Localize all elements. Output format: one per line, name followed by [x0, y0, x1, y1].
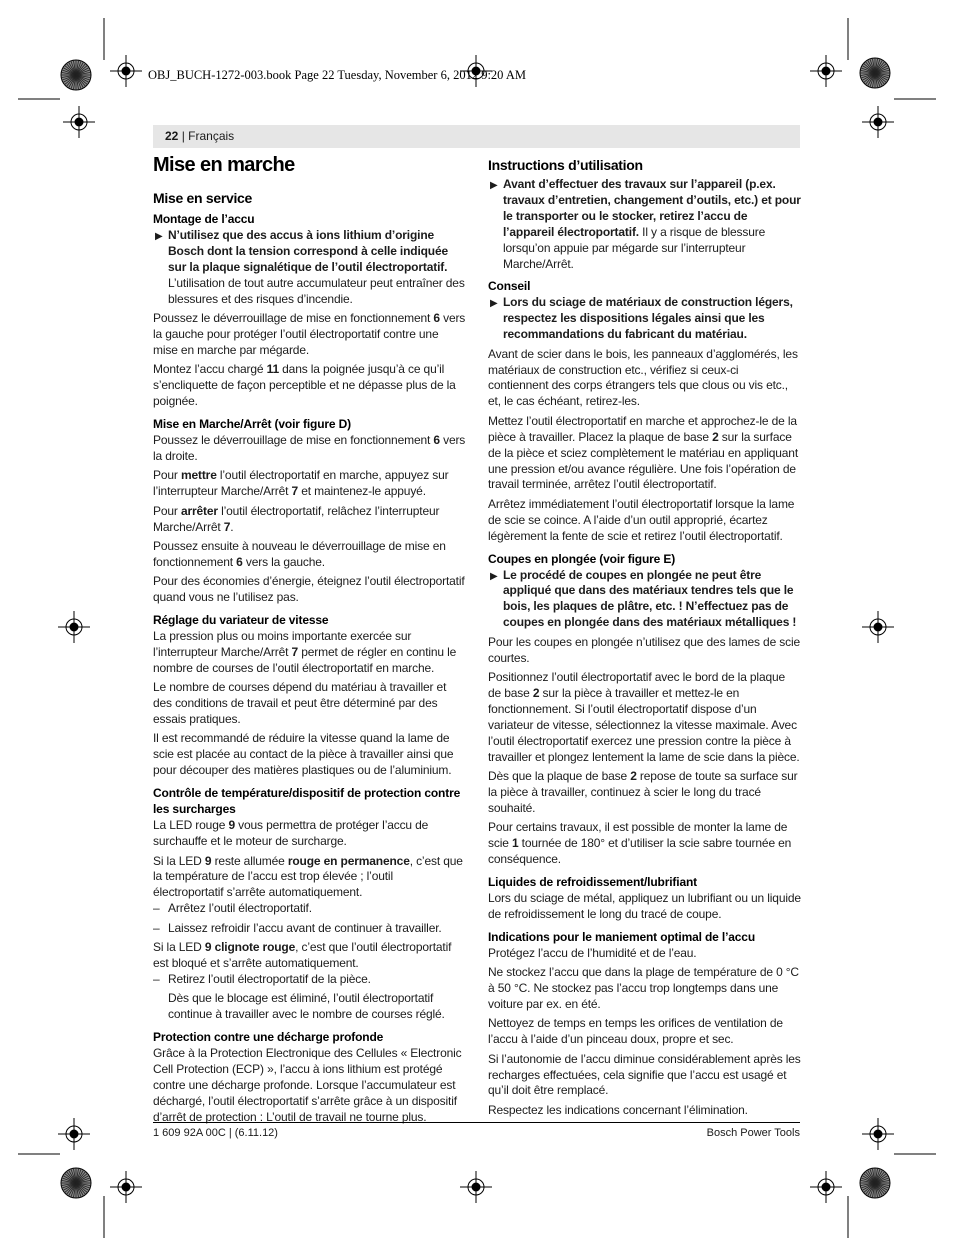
- page-number: 22: [165, 129, 179, 143]
- paragraph: Poussez le déverrouillage de mise en fonctionnement 6 vers la droite.: [153, 432, 466, 463]
- bullet-arrow-icon: ▶: [155, 231, 163, 242]
- paragraph: Poussez ensuite à nouveau le déverrouillage de mise en fonctionnement 6 vers la gauche.: [153, 538, 446, 569]
- dash-item-continued: Dès que le blocage est éliminé, l’outil électroportatif continue à travailler avec le nombre de courses réglé.: [168, 991, 445, 1022]
- heading-mise-en-service: Mise en service: [153, 190, 253, 206]
- star-target-icon: [61, 60, 91, 90]
- paragraph: Avant de scier dans le bois, les panneaux d’agglomérés, les matériaux de construction etc., vérifiez si ceux-ci contiennent des corps étrangers tels que clous ou vis etc., et, le cas échéant, retirez-les.: [488, 346, 798, 409]
- heading-instructions: Instructions d’utilisation: [488, 157, 643, 173]
- warning-bullet: ▶ N’utilisez que des accus à ions lithium d’origine Bosch dont la tension correspond à celle indiquée sur la plaque signalétique de l’outil électroportatif. L’utilisation de tout autre accumulateur peut entraîner des blessures et des risques d’incendie.: [155, 228, 465, 306]
- footer-code: 1 609 92A 00C | (6.11.12): [153, 1127, 278, 1139]
- paragraph: Arrêtez immédiatement l’outil électroportatif lorsque la lame de scie se coince. A l’aide d’un outil approprié, écartez légèrement la fente de scie et retirez l’outil électroportatif.: [488, 496, 795, 543]
- paragraph: La LED rouge 9 vous permettra de protéger l’accu de surchauffe et le moteur de surcharge.: [153, 818, 429, 849]
- left-column: [153, 152, 466, 1129]
- paragraph: Si l’autonomie de l’accu diminue considérablement après les recharges effectuées, cela signifie que l’accu est usagé et qu’il doit être remplacé.: [488, 1051, 801, 1098]
- warning-bullet: ▶ Le procédé de coupes en plongée ne peut être appliqué que dans des matériaux tendres tels que le bois, les plaques de plâtre, etc. ! N’effectuez pas de coupes en plongée dans des matériaux métalliques !: [490, 567, 797, 630]
- warning-bullet: ▶ Lors du sciage de matériaux de construction légers, respectez les dispositions légales ainsi que les recommandations du fabricant du matériau.: [490, 295, 793, 342]
- registration-target-icon: [862, 1118, 894, 1150]
- paragraph: La pression plus ou moins importante exercée sur l’interrupteur Marche/Arrêt 7 permet de régler en continu le nombre de courses de l’outil électroportatif en marche.: [153, 629, 457, 675]
- paragraph: Montez l’accu chargé 11 dans la poignée jusqu’à ce qu’il s’encliquette de façon perceptible et ne dépasse plus de la poignée.: [153, 362, 456, 409]
- paragraph: Protégez l’accu de l’humidité et de l’eau.: [488, 945, 697, 960]
- warning-bullet: ▶ Avant d’effectuer des travaux sur l’appareil (p.ex. travaux d’entretien, changement d’outils, etc.) et pour le transporter ou le stocker, retirez l’accu de l’appareil électroportatif. Il y a risque de blessure lorsqu’on appuie par mégarde sur l’interrupteur Marche/Arrêt.: [490, 177, 801, 271]
- paragraph: Respectez les indications concernant l’élimination.: [488, 1102, 748, 1117]
- bullet-arrow-icon: ▶: [490, 298, 498, 310]
- paragraph: Pour certains travaux, il est possible de monter la lame de scie 1 tournée de 180° et d’utiliser la scie sabre tournée en conséquence.: [488, 820, 792, 866]
- heading-coupes-plongee: Coupes en plongée (voir figure E): [488, 551, 676, 566]
- bullet-arrow-icon: ▶: [490, 180, 498, 191]
- paragraph: Nettoyez de temps en temps les orifices de ventilation de l’accu à l’aide d’un pinceau doux, propre et sec.: [488, 1016, 783, 1047]
- star-target-icon: [860, 58, 890, 88]
- registration-target-icon: [58, 1118, 90, 1150]
- star-target-icon: [61, 1168, 91, 1198]
- registration-target-icon: [110, 1171, 142, 1203]
- paragraph: Lors du sciage de métal, appliquez un lubrifiant ou un liquide de refroidissement le long du tracé de coupe.: [488, 890, 801, 921]
- heading-liquides: Liquides de refroidissement/lubrifiant: [488, 874, 697, 889]
- page-footer: [153, 1122, 800, 1139]
- heading-temperature: Contrôle de température/dispositif de protection contre les surcharges: [153, 786, 461, 817]
- paragraph: Pour arrêter l’outil électroportatif, relâchez l’interrupteur Marche/Arrêt 7.: [153, 503, 440, 534]
- paragraph: Ne stockez l’accu que dans la plage de température de 0 °C à 50 °C. Ne stockez pas l’accu trop longtemps dans une voiture par ex. en été.: [488, 965, 799, 1011]
- paragraph: Dès que la plaque de base 2 repose de toute sa surface sur la pièce à travailler, continuez à scier le long du tracé souhaité.: [488, 768, 798, 815]
- bullet-arrow-icon: ▶: [490, 570, 498, 582]
- heading-conseil: Conseil: [488, 279, 531, 294]
- registration-target-icon: [110, 55, 142, 87]
- paragraph: Grâce à la Protection Electronique des Cellules « Electronic Cell Protection (ECP) », l’accu à ions lithium est protégé contre une décharge profonde. Lorsque l’accumulateur est déchargé, l’outil électroportatif s’arrête grâce à un dispositif d’arrêt de protection : L’outil de travail ne tourne plus.: [153, 1046, 462, 1124]
- heading-decharge: Protection contre une décharge profonde: [153, 1030, 384, 1045]
- heading-montage-accu: Montage de l’accu: [153, 212, 255, 226]
- paragraph: Si la LED 9 clignote rouge, c’est que l’outil électroportatif est bloqué et s’arrête automatiquement.: [153, 940, 452, 970]
- registration-target-icon: [460, 1171, 492, 1203]
- dash-item: – Laissez refroidir l’accu avant de continuer à travailler.: [153, 920, 442, 935]
- paragraph: Positionnez l’outil électroportatif avec le bord de la plaque de base 2 sur la pièce à travailler et mettez-le en fonctionnement. Si l’outil électroportatif dispose d’un variateur de vitesse, sélectionnez la vitesse maximale. Avec l’outil électroportatif exercez une pression contre la pièce à travailler et plongez lentement la lame de scie dans la pièce.: [488, 669, 800, 764]
- paragraph: Si la LED 9 reste allumée rouge en permanence, c’est que la température de l’accu est trop élevée ; l’outil électroportatif s’arrête automatiquement.: [153, 853, 463, 900]
- registration-target-icon: [862, 106, 894, 138]
- registration-target-icon: [862, 611, 894, 643]
- paragraph: Pour les coupes en plongée n’utilisez que des lames de scie courtes.: [488, 634, 801, 665]
- heading-variateur: Réglage du variateur de vitesse: [153, 613, 329, 628]
- dash-item: – Retirez l’outil électroportatif de la pièce.: [153, 971, 371, 986]
- registration-target-icon: [810, 1171, 842, 1203]
- heading-marche-arret: Mise en Marche/Arrêt (voir figure D): [153, 416, 351, 431]
- page-header-bar: [153, 125, 800, 148]
- dash-item: – Arrêtez l’outil électroportatif.: [153, 901, 312, 916]
- registration-target-icon: [58, 611, 90, 643]
- paragraph: Le nombre de courses dépend du matériau à travailler et des conditions de travail et peut être déterminé par des essais pratiques.: [153, 680, 447, 727]
- registration-target-icon: [810, 55, 842, 87]
- right-column: [488, 155, 801, 1122]
- running-head: OBJ_BUCH-1272-003.book Page 22 Tuesday, November 6, 2012 9:20 AM: [148, 68, 527, 82]
- registration-target-icon: [63, 106, 95, 138]
- page-title: Mise en marche: [153, 154, 295, 176]
- heading-maniement-accu: Indications pour le maniement optimal de l’accu: [488, 929, 756, 944]
- section-name: | Français: [181, 129, 235, 143]
- star-target-icon: [860, 1168, 890, 1198]
- paragraph: Il est recommandé de réduire la vitesse quand la lame de scie est placée au contact de la pièce à travailler ainsi que pour découper des matières plastiques ou de l’aluminium.: [153, 731, 454, 778]
- paragraph: Poussez le déverrouillage de mise en fonctionnement 6 vers la gauche pour protéger l’outil électroportatif contre une mise en marche par mégarde.: [153, 311, 466, 357]
- paragraph: Pour mettre l’outil électroportatif en marche, appuyez sur l’interrupteur Marche/Arrêt 7 et maintenez-le appuyé.: [153, 468, 449, 499]
- footer-brand: Bosch Power Tools: [706, 1127, 800, 1139]
- paragraph: Pour des économies d’énergie, éteignez l’outil électroportatif quand vous ne l’utilisez pas.: [153, 574, 465, 605]
- paragraph: Mettez l’outil électroportatif en marche et approchez-le de la pièce à travailler. Placez la plaque de base 2 sur la surface de la pièce et sciez complètement le matériau en appliquant une pression et/ou avance régulière. Une fois l’opération de travail terminée, arrêtez l’outil électroportatif.: [488, 413, 799, 492]
